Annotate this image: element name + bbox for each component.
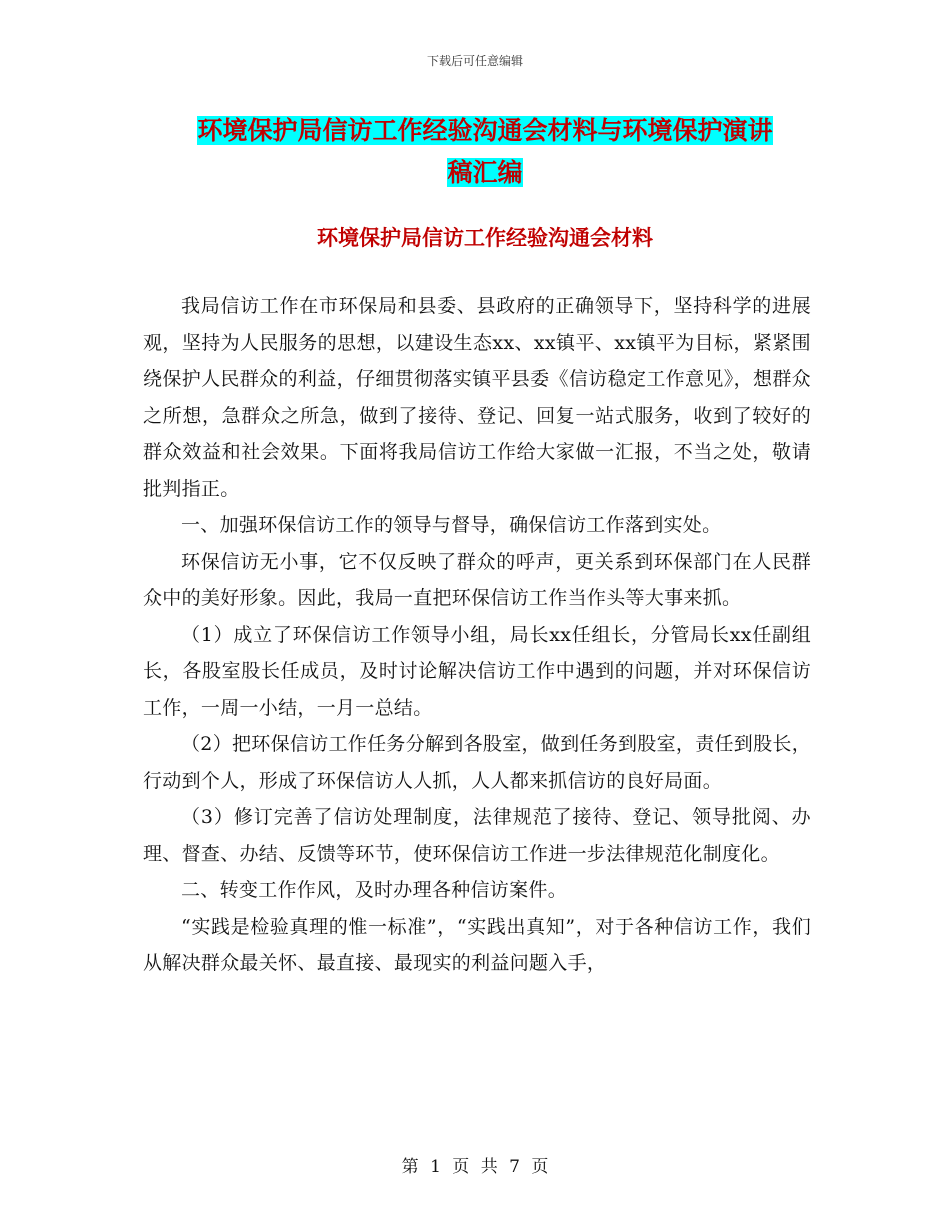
paragraph-intro: 我局信访工作在市环保局和县委、县政府的正确领导下，坚持科学的进展观，坚持为人民服务的思想，以建设生态xx、xx镇平、xx镇平为目标，紧紧围绕保护人民群众的利益，仔细贯彻落实镇平县委《信访稳定工作意见》，想群众之所想，急群众之所急，做到了接待、登记、回复一站式服务，收到了较好的群众效益和社会效果。下面将我局信访工作给大家做一汇报，不当之处，敬请批判指正。 <box>143 295 811 500</box>
document-body <box>143 288 811 982</box>
page-header: 下载后可任意编辑 <box>426 54 523 68</box>
page-footer: 第 1 页 共 7 页 <box>401 1157 549 1177</box>
paragraph: “实践是检验真理的惟一标准”，“实践出真知”，对于各种信访工作，我们从解决群众最关怀、最直接、最现实的利益问题入手， <box>143 915 811 974</box>
section-title: 环境保护局信访工作经验沟通会材料 <box>317 226 653 250</box>
paragraph-item-1: （1）成立了环保信访工作领导小组，局长xx任组长，分管局长xx任副组长，各股室股长任成员，及时讨论解决信访工作中遇到的问题，并对环保信访工作，一周一小结，一月一总结。 <box>143 623 811 719</box>
document-title-line1: 环境保护局信访工作经验沟通会材料与环境保护演讲 <box>197 116 773 145</box>
paragraph: 环保信访无小事，它不仅反映了群众的呼声，更关系到环保部门在人民群众中的美好形象。因此，我局一直把环保信访工作当作头等大事来抓。 <box>143 550 811 609</box>
paragraph-heading-2: 二、转变工作作风，及时办理各种信访案件。 <box>181 879 568 901</box>
paragraph-item-2: （2）把环保信访工作任务分解到各股室，做到任务到股室，责任到股长，行动到个人，形成了环保信访人人抓，人人都来抓信访的良好局面。 <box>143 733 811 792</box>
paragraph-heading-1: 一、加强环保信访工作的领导与督导，确保信访工作落到实处。 <box>181 514 722 536</box>
document-title-line2: 稿汇编 <box>447 158 523 187</box>
paragraph-item-3: （3）修订完善了信访处理制度，法律规范了接待、登记、领导批阅、办理、督查、办结、反馈等环节，使环保信访工作进一步法律规范化制度化。 <box>143 806 811 865</box>
document-title <box>140 110 830 194</box>
